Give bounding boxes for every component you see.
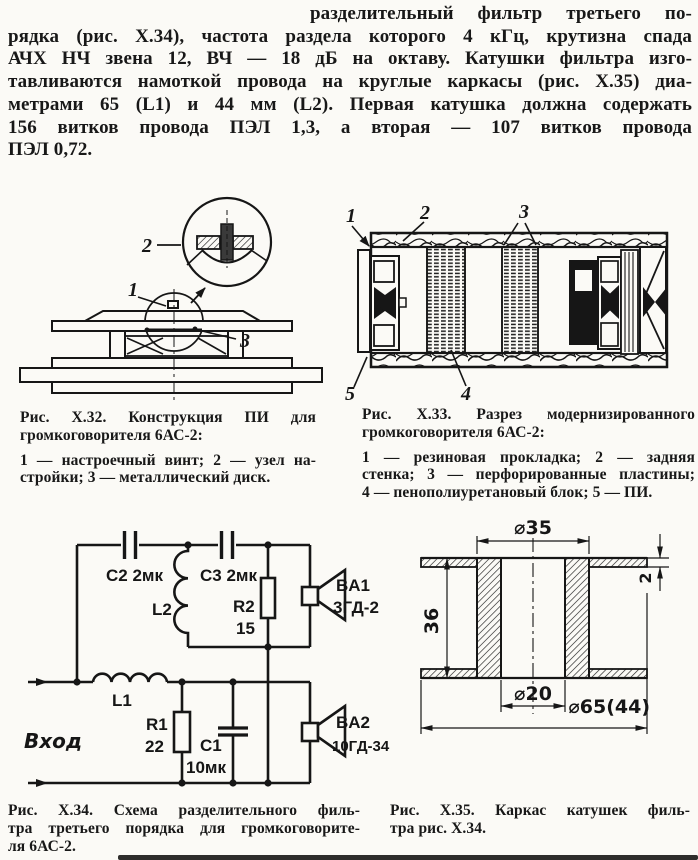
caption-title-line: тра рис. X.34. — [390, 819, 487, 837]
intro-line: метрами 65 (L1) и 44 мм (L2). Первая катушка должна содержать — [8, 93, 692, 115]
label-c1: C1 — [200, 736, 222, 755]
caption-title-line: громкоговорителя 6АС-2: — [20, 426, 203, 444]
fig32-callout-1: 1 — [128, 279, 138, 301]
label-c3: C3 2мк — [200, 566, 257, 585]
label-c1-value: 10мк — [186, 758, 226, 777]
caption-legend-line: стройки; 3 — металлический диск. — [20, 469, 271, 487]
caption-legend-line: 1 — резиновая прокладка; 2 — задняя — [362, 448, 695, 466]
intro-line: тавливаются намоткой провода на круглые каркасы (рис. X.35) диа- — [8, 71, 692, 93]
fig33-callout-3: 3 — [519, 201, 529, 223]
intro-line: 156 витков провода ПЭЛ 1,3, а вторая — 107 витков провода — [8, 116, 692, 138]
fig33-callout-5: 5 — [345, 383, 355, 405]
label-ba1: BA1 — [336, 576, 371, 595]
dim-top-diameter: ⌀35 — [514, 517, 552, 539]
label-r2-value: 15 — [236, 619, 255, 638]
caption-title-line: громкоговорителя 6АС-2: — [362, 423, 545, 441]
caption-legend-line: стенка; 3 — перфорированные пластины; — [362, 466, 695, 484]
figure-x35-caption — [390, 802, 690, 838]
fig33-callout-1: 1 — [346, 205, 356, 227]
intro-line: АЧХ НЧ звена 12, ВЧ — 18 дБ на октаву. Катушки фильтра изго- — [8, 48, 692, 70]
caption-title-line: Рис. X.33. Разрез модернизированного — [362, 406, 695, 423]
input-arrow-top — [36, 678, 48, 686]
caption-title-line: Рис. X.32. Конструкция ПИ для — [20, 409, 316, 426]
label-r1-value: 22 — [145, 737, 164, 756]
label-r1: R1 — [146, 715, 168, 734]
intro-paragraph — [8, 3, 692, 162]
figure-x32-drawing — [8, 190, 342, 406]
figure-x33-caption — [362, 406, 695, 502]
dim-inner-diameter: ⌀20 — [514, 683, 552, 705]
intro-line: разделительный фильтр третьего по- — [310, 3, 692, 24]
label-c2: C2 2мк — [106, 566, 163, 585]
figure-x35-drawing — [395, 516, 698, 798]
label-r2: R2 — [233, 597, 255, 616]
label-ba2-type: 10ГД-34 — [332, 738, 390, 755]
label-input: Вход — [24, 729, 83, 753]
caption-legend-line: 4 — пенополиуретановый блок; 5 — ПИ. — [362, 484, 653, 502]
label-l2: L2 — [152, 600, 172, 619]
intro-line: рядка (рис. X.34), частота раздела которого 4 кГц, крутизна спада — [8, 25, 692, 47]
figure-x34-schematic — [10, 516, 398, 798]
fig32-callout-3: 3 — [240, 330, 250, 352]
label-ba2: BA2 — [336, 713, 371, 732]
caption-title-line: Рис. X.34. Схема разделительного филь- — [8, 802, 360, 819]
intro-line: ПЭЛ 0,72. — [8, 139, 93, 161]
caption-title-line: Рис. X.35. Каркас катушек филь- — [390, 802, 690, 819]
caption-legend-line: 1 — настроечный винт; 2 — узел на- — [20, 451, 316, 469]
fig33-callout-2: 2 — [420, 202, 430, 224]
dim-flange-thickness: 2 — [636, 572, 655, 584]
input-arrow-bottom — [36, 779, 48, 787]
label-ba1-type: 3ГД-2 — [333, 598, 379, 617]
dim-outer-diameter: ⌀65(44) — [568, 696, 650, 718]
caption-title-line: тра третьего порядка для громкоговорите- — [8, 819, 360, 837]
scan-edge-artifact — [118, 855, 698, 860]
fig32-callout-2: 2 — [142, 235, 152, 257]
caption-title-line: ля 6АС-2. — [8, 837, 77, 855]
figure-x32-caption — [20, 409, 316, 487]
figure-x34-caption — [8, 802, 360, 855]
fig33-callout-4: 4 — [461, 383, 471, 405]
figure-x33-drawing — [343, 190, 698, 406]
dim-height: 36 — [421, 607, 443, 635]
label-l1: L1 — [112, 691, 132, 710]
